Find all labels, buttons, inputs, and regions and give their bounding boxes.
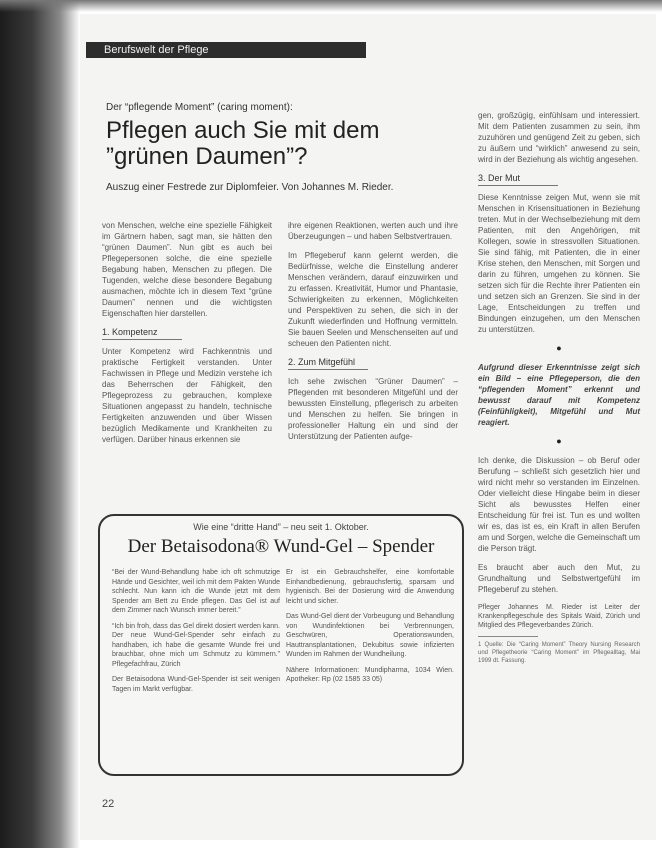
right-column	[478, 110, 640, 665]
footnote: 1 Quelle: Die “Caring Moment” Theory Nursing Research und Pflegetheorie “Caring Moment” im Pflegealltag, Mai 1999 dt. Fassung.	[478, 642, 640, 664]
pull-quote: Aufgrund dieser Erkenntnisse zeigt sich ein Bild – eine Pflegeperson, die den “pflegenden Moment” erkennt und bewusst darauf mit Kompetenz (Feinfühligkeit), Mitgefühl und Mut reagiert.	[478, 363, 640, 427]
scan-shadow	[0, 0, 80, 848]
section-header: Berufswelt der Pflege	[86, 42, 366, 58]
ad-right-paragraph: Nähere Informationen: Mundipharma, 1034 Wien. Apotheker: Rp (02 1585 33 05)	[286, 666, 454, 683]
intro-paragraph: von Menschen, welche eine spezielle Fähigkeit im Gärtnern haben, sagt man, sie hätten den “grünen Daumen”. Nun gibt es auch bei Pflegepersonen solche, die eine spezielle Begabung haben, Menschen zu pflegen. Die Tugenden, welche diese besondere Begabung ausmachen, möchte ich in diesem Text “grüne Daumen” nennen und die wichtigsten Eigenschaften hier darstellen.	[102, 221, 272, 318]
footnote-rule	[478, 636, 538, 637]
mid-paragraph-b: Im Pflegeberuf kann gelernt werden, die Bedürfnisse, welche die Einstellung anderer Menschen verändern, darauf einzuwirken und zu erfassen. Kreativität, Humor und Phantasie, Schwierigkeiten zu erkennen, Möglichkeiten und Perspektiven zu sehen, die sich in der Zukunft wiederfinden und Hoffnung vermitteln. Sie bauen Seelen und Menschenseiten auf und scheuen den Patienten nicht.	[288, 251, 458, 348]
bullet-icon: ●	[556, 436, 562, 446]
page-number: 22	[102, 798, 115, 810]
right-paragraph-top: gen, großzügig, einfühlsam und interessiert. Mit dem Patienten zusammen zu sein, ihm zuzuhören und genügend Zeit zu geben, sich zu äußern und “wirklich” anwesend zu sein, wird in der Beziehung als wichtig angesehen.	[478, 111, 640, 164]
left-column	[102, 220, 272, 453]
mitgefuehl-paragraph: Ich sehe zwischen “Grüner Daumen” – Pflegenden mit besonderen Mitgefühl und der bewussten Einstellung, pflegerisch zu arbeiten und Menschen zu helfen. Sie bringen in professioneller Haltung ein und sind der Unterstützung der Patienten aufge-	[288, 377, 458, 441]
ad-left-column	[112, 568, 280, 700]
middle-column	[288, 220, 458, 450]
author-signature: Pfleger Johannes M. Rieder ist Leiter der Krankenpflegeschule des Spitals Waid, Zürich und Mitglied des Pflegeverbandes Zürich.	[478, 604, 640, 629]
ad-right-paragraph: Er ist ein Gebrauchshelfer, eine komfortable Einhandbedienung, gebrauchsfertig, sparsam und hygienisch. Bei der Dosierung wird die Anwendung leicht und sicher.	[286, 569, 454, 605]
heading-mut: 3. Der Mut	[478, 173, 558, 186]
article-kicker: Der “pflegende Moment” (caring moment):	[106, 102, 293, 113]
magazine-page	[80, 14, 656, 840]
right-paragraph-4: Ich denke, die Diskussion – ob Beruf oder Berufung – schließt sich gesetzlich hier und wird nicht mehr so verstanden im Einzelnen. Oder vielleicht diese Hingabe beim in dieser Sicht als bewusstes Helfen einer Entscheidung für frei ist. Tun es und wollten wir es, das ist es, ein Kraft in allen Berufen am und Sorgen, welche die Gemeinschaft um die Person trägt.	[478, 456, 640, 553]
ad-left-paragraph: “Bei der Wund-Behandlung habe ich oft schmutzige Hände und Gesichter, weil ich mit dem Pakten Wunde schlecht. Nun kann ich die Wunde jetzt mit dem Spender am Bett zu Ende pflegen. Das Gel ist auf dem Zimmer nach Wunsch immer bereit.”	[112, 569, 280, 614]
bullet-icon: ●	[556, 343, 562, 353]
article-title: Pflegen auch Sie mit dem ”grünen Daumen”?	[106, 117, 380, 170]
scan-shadow-top	[0, 0, 662, 12]
heading-kompetenz: 1. Kompetenz	[102, 327, 182, 340]
closing-paragraph: Es braucht aber auch den Mut, zu Grundhaltung und Selbstwertgefühl im Pflegeberuf zu stehen.	[478, 563, 640, 594]
mid-paragraph-a: ihre eigenen Reaktionen, werten auch und ihre Überzeugungen – und haben Selbstvertrauen.	[288, 221, 458, 241]
article-subtitle: Auszug einer Festrede zur Diplomfeier. Von Johannes M. Rieder.	[106, 182, 394, 193]
ad-title: Der Betaisodona® Wund-Gel – Spender	[127, 536, 435, 557]
heading-mitgefuehl: 2. Zum Mitgefühl	[288, 357, 368, 370]
ad-left-paragraph: “Ich bin froh, dass das Gel direkt dosiert werden kann. Der neue Wund-Gel-Spender sehr einfach zu handhaben, ich habe die gesamte Wunde frei und brauchbar, ohne mich um Schmutz zu kümmern.” Pflegefachfrau, Zürich	[112, 622, 280, 668]
kompetenz-paragraph: Unter Kompetenz wird Fachkenntnis und praktische Fertigkeit verstanden. Unter Fachwissen in Pflege und Medizin verstehe ich das Beherrschen der Fähigkeit, den Pflegeprozess zu gebrauchen, komplexe Situationen angepasst zu handeln, technische Fertigkeiten anzuwenden und über Wissen bezüglich Medikamente und Krankheiten zu verfügen. Darüber hinaus erkennen sie	[102, 347, 272, 444]
ad-right-paragraph: Das Wund-Gel dient der Vorbeugung und Behandlung von Wundinfektionen bei Verbrennungen, Geschwüren, Operationswunden, Hauttransplantationen, Dekubitus sowie infizierten Wunden im Rahmen der Wundheilung.	[286, 613, 454, 658]
ad-right-column	[286, 568, 454, 691]
ad-left-paragraph: Der Betaisodona Wund-Gel-Spender ist seit wenigen Tagen im Markt verfügbar.	[112, 676, 280, 693]
advertisement-box	[98, 514, 464, 776]
mut-paragraph: Diese Kenntnisse zeigen Mut, wenn sie mit Menschen in Krisensituationen in Beziehung treten. Mut in der Wechselbeziehung mit dem Patienten, mit den Angehörigen, mit Kollegen, sowie in stressvollen Situationen. Sie sind fähig, mit Patienten, die in einer Krise stehen, den Menschen, mit Sorgen und darin zu führen, umgehen zu können. Sie setzen sich für die Rechte ihrer Patienten ein und setzen sich an Grenzen. Sie sind in der Lage, Entscheidungen zu treffen und Bindungen einzugehen, um den Menschen zu unterstützen.	[478, 193, 640, 334]
ad-tagline: Wie eine “dritte Hand” – neu seit 1. Oktober.	[193, 522, 369, 532]
